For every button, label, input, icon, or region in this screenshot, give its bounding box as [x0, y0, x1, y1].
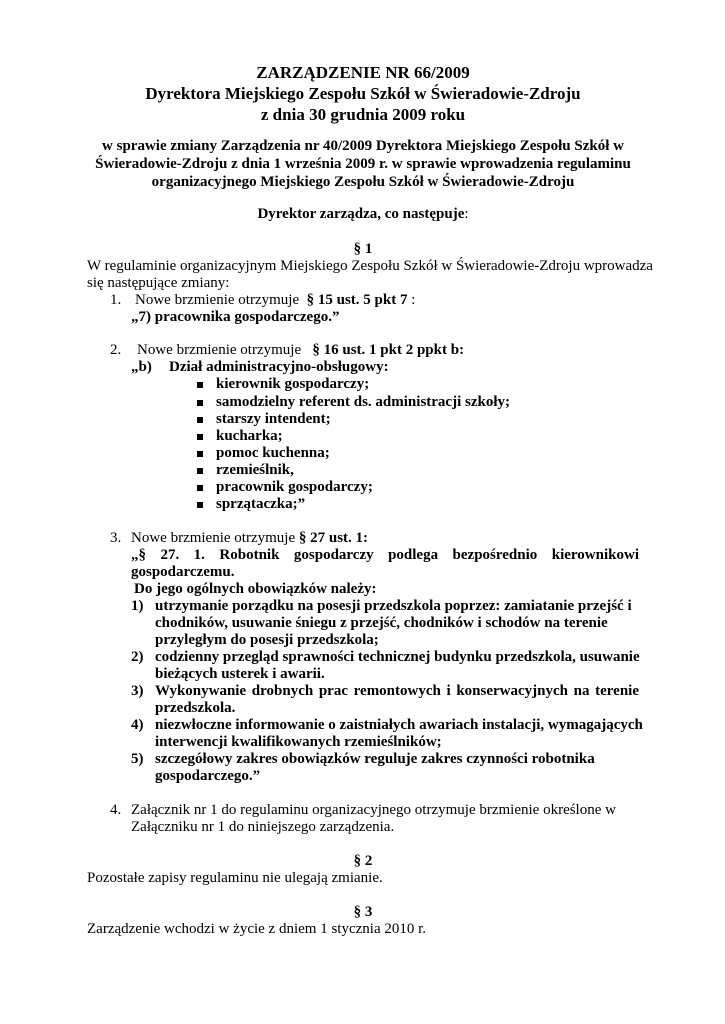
document-title: ZARZĄDZENIE NR 66/2009: [256, 63, 470, 82]
list-item-text: pomoc kuchenna;: [216, 445, 330, 461]
list-item-text: pracownik gospodarczy;: [216, 479, 373, 495]
list-item: [197, 410, 203, 428]
item-4-line-1: Załącznik nr 1 do regulaminu organizacyjnego otrzymuje brzmienie określone w: [131, 802, 616, 818]
duty-line: chodników, usuwanie śniegu z przejść, chodników i schodów na terenie: [155, 615, 608, 631]
item-1-lead: Nowe brzmienie otrzymuje: [135, 292, 300, 308]
duty-line: bieżących usterek i awarii.: [155, 666, 325, 682]
bullet-square-icon: [197, 451, 203, 457]
directive-text: Dyrektor zarządza, co następuje: [257, 206, 465, 222]
duty-line: przedszkola.: [155, 700, 236, 716]
subject-line-1: w sprawie zmiany Zarządzenia nr 40/2009 Dyrektora Miejskiego Zespołu Szkół w: [102, 138, 624, 154]
directive-line: [87, 205, 639, 223]
item-1-line: [135, 291, 415, 309]
item-1-tail: :: [407, 292, 416, 308]
duty-number: 1): [131, 598, 144, 614]
list-item-text: kucharka;: [216, 428, 283, 444]
bullet-square-icon: [197, 468, 203, 474]
item-3-line: [131, 529, 368, 547]
subject-line-3: organizacyjnego Miejskiego Zespołu Szkół w Świeradowie-Zdroju: [151, 174, 575, 190]
duty-number: 4): [131, 717, 144, 733]
bullet-square-icon: [197, 434, 203, 440]
list-item: [197, 393, 203, 411]
item-2-sub-label: „b): [131, 359, 152, 375]
item-3-reference: § 27 ust. 1:: [298, 530, 369, 546]
item-3-paragraph-line-2: gospodarczemu.: [131, 564, 235, 580]
subject-line-2: Świeradowie-Zdroju z dnia 1 września 2009 r. w sprawie wprowadzenia regulaminu: [95, 156, 631, 172]
item-4-number: 4.: [110, 802, 122, 818]
section-2-heading: § 2: [353, 853, 373, 869]
bullet-square-icon: [197, 485, 203, 491]
item-4-line-2: Załączniku nr 1 do niniejszego zarządzenia.: [131, 819, 395, 835]
directive-colon: :: [464, 206, 469, 222]
item-3-paragraph-line-1: „§ 27. 1. Robotnik gospodarczy podlega bezpośrednio kierownikowi: [131, 547, 639, 563]
duty-line: interwencji kwalifikowanych rzemieślników;: [155, 734, 442, 750]
duty-line: codzienny przegląd sprawności technicznej budynku przedszkola, usuwanie: [155, 649, 640, 665]
item-2-number: 2.: [110, 342, 122, 358]
list-item-text: sprzątaczka;”: [216, 496, 306, 512]
item-2-lead: Nowe brzmienie otrzymuje: [137, 342, 302, 358]
list-item: [197, 461, 203, 479]
bullet-square-icon: [197, 417, 203, 423]
list-item-text: samodzielny referent ds. administracji szkoły;: [216, 394, 511, 410]
duty-line: szczegółowy zakres obowiązków reguluje zakres czynności robotnika: [155, 751, 595, 767]
item-3-lead: Nowe brzmienie otrzymuje: [131, 530, 296, 546]
duty-number: 5): [131, 751, 144, 767]
list-item: [197, 444, 203, 462]
list-item: [197, 495, 203, 513]
list-item: [197, 375, 203, 393]
section-1-intro-line-2: się następujące zmiany:: [87, 275, 230, 291]
section-3-heading: § 3: [353, 904, 373, 920]
duty-line: Wykonywanie drobnych prac remontowych i konserwacyjnych na terenie: [155, 683, 639, 699]
section-1-intro-line-1: W regulaminie organizacyjnym Miejskiego Zespołu Szkół w Świeradowie-Zdroju wprowadza: [87, 258, 653, 274]
duty-number: 3): [131, 683, 144, 699]
item-2-reference: § 16 ust. 1 pkt 2 ppkt b:: [312, 342, 465, 358]
section-3-text: Zarządzenie wchodzi w życie z dniem 1 stycznia 2010 r.: [87, 921, 427, 937]
duty-line: niezwłoczne informowanie o zaistniałych awariach instalacji, wymagających: [155, 717, 643, 733]
list-item: [197, 478, 203, 496]
list-item-text: kierownik gospodarczy;: [216, 376, 370, 392]
duties-intro: Do jego ogólnych obowiązków należy:: [134, 581, 377, 597]
document-date: z dnia 30 grudnia 2009 roku: [260, 105, 466, 124]
item-1-text: „7) pracownika gospodarczego.”: [131, 309, 340, 325]
duty-line: przyległym do posesji przedszkola;: [155, 632, 379, 648]
bullet-square-icon: [197, 502, 203, 508]
bullet-square-icon: [197, 382, 203, 388]
list-item-text: rzemieślnik,: [216, 462, 294, 478]
list-item-text: starszy intendent;: [216, 411, 331, 427]
section-1-heading: § 1: [353, 241, 373, 257]
document-issuer: Dyrektora Miejskiego Zespołu Szkół w Świeradowie-Zdroju: [145, 84, 581, 103]
list-item: [197, 427, 203, 445]
item-1-number: 1.: [110, 292, 122, 308]
item-2-line: [137, 341, 464, 359]
item-3-number: 3.: [110, 530, 122, 546]
duty-line: gospodarczego.”: [155, 768, 261, 784]
duty-number: 2): [131, 649, 144, 665]
item-2-sub-title: Dział administracyjno-obsługowy:: [169, 359, 389, 375]
item-1-reference: § 15 ust. 5 pkt 7: [306, 292, 408, 308]
duty-line: utrzymanie porządku na posesji przedszkola poprzez: zamiatanie przejść i: [155, 598, 632, 614]
bullet-square-icon: [197, 400, 203, 406]
section-2-text: Pozostałe zapisy regulaminu nie ulegają zmianie.: [87, 870, 383, 886]
